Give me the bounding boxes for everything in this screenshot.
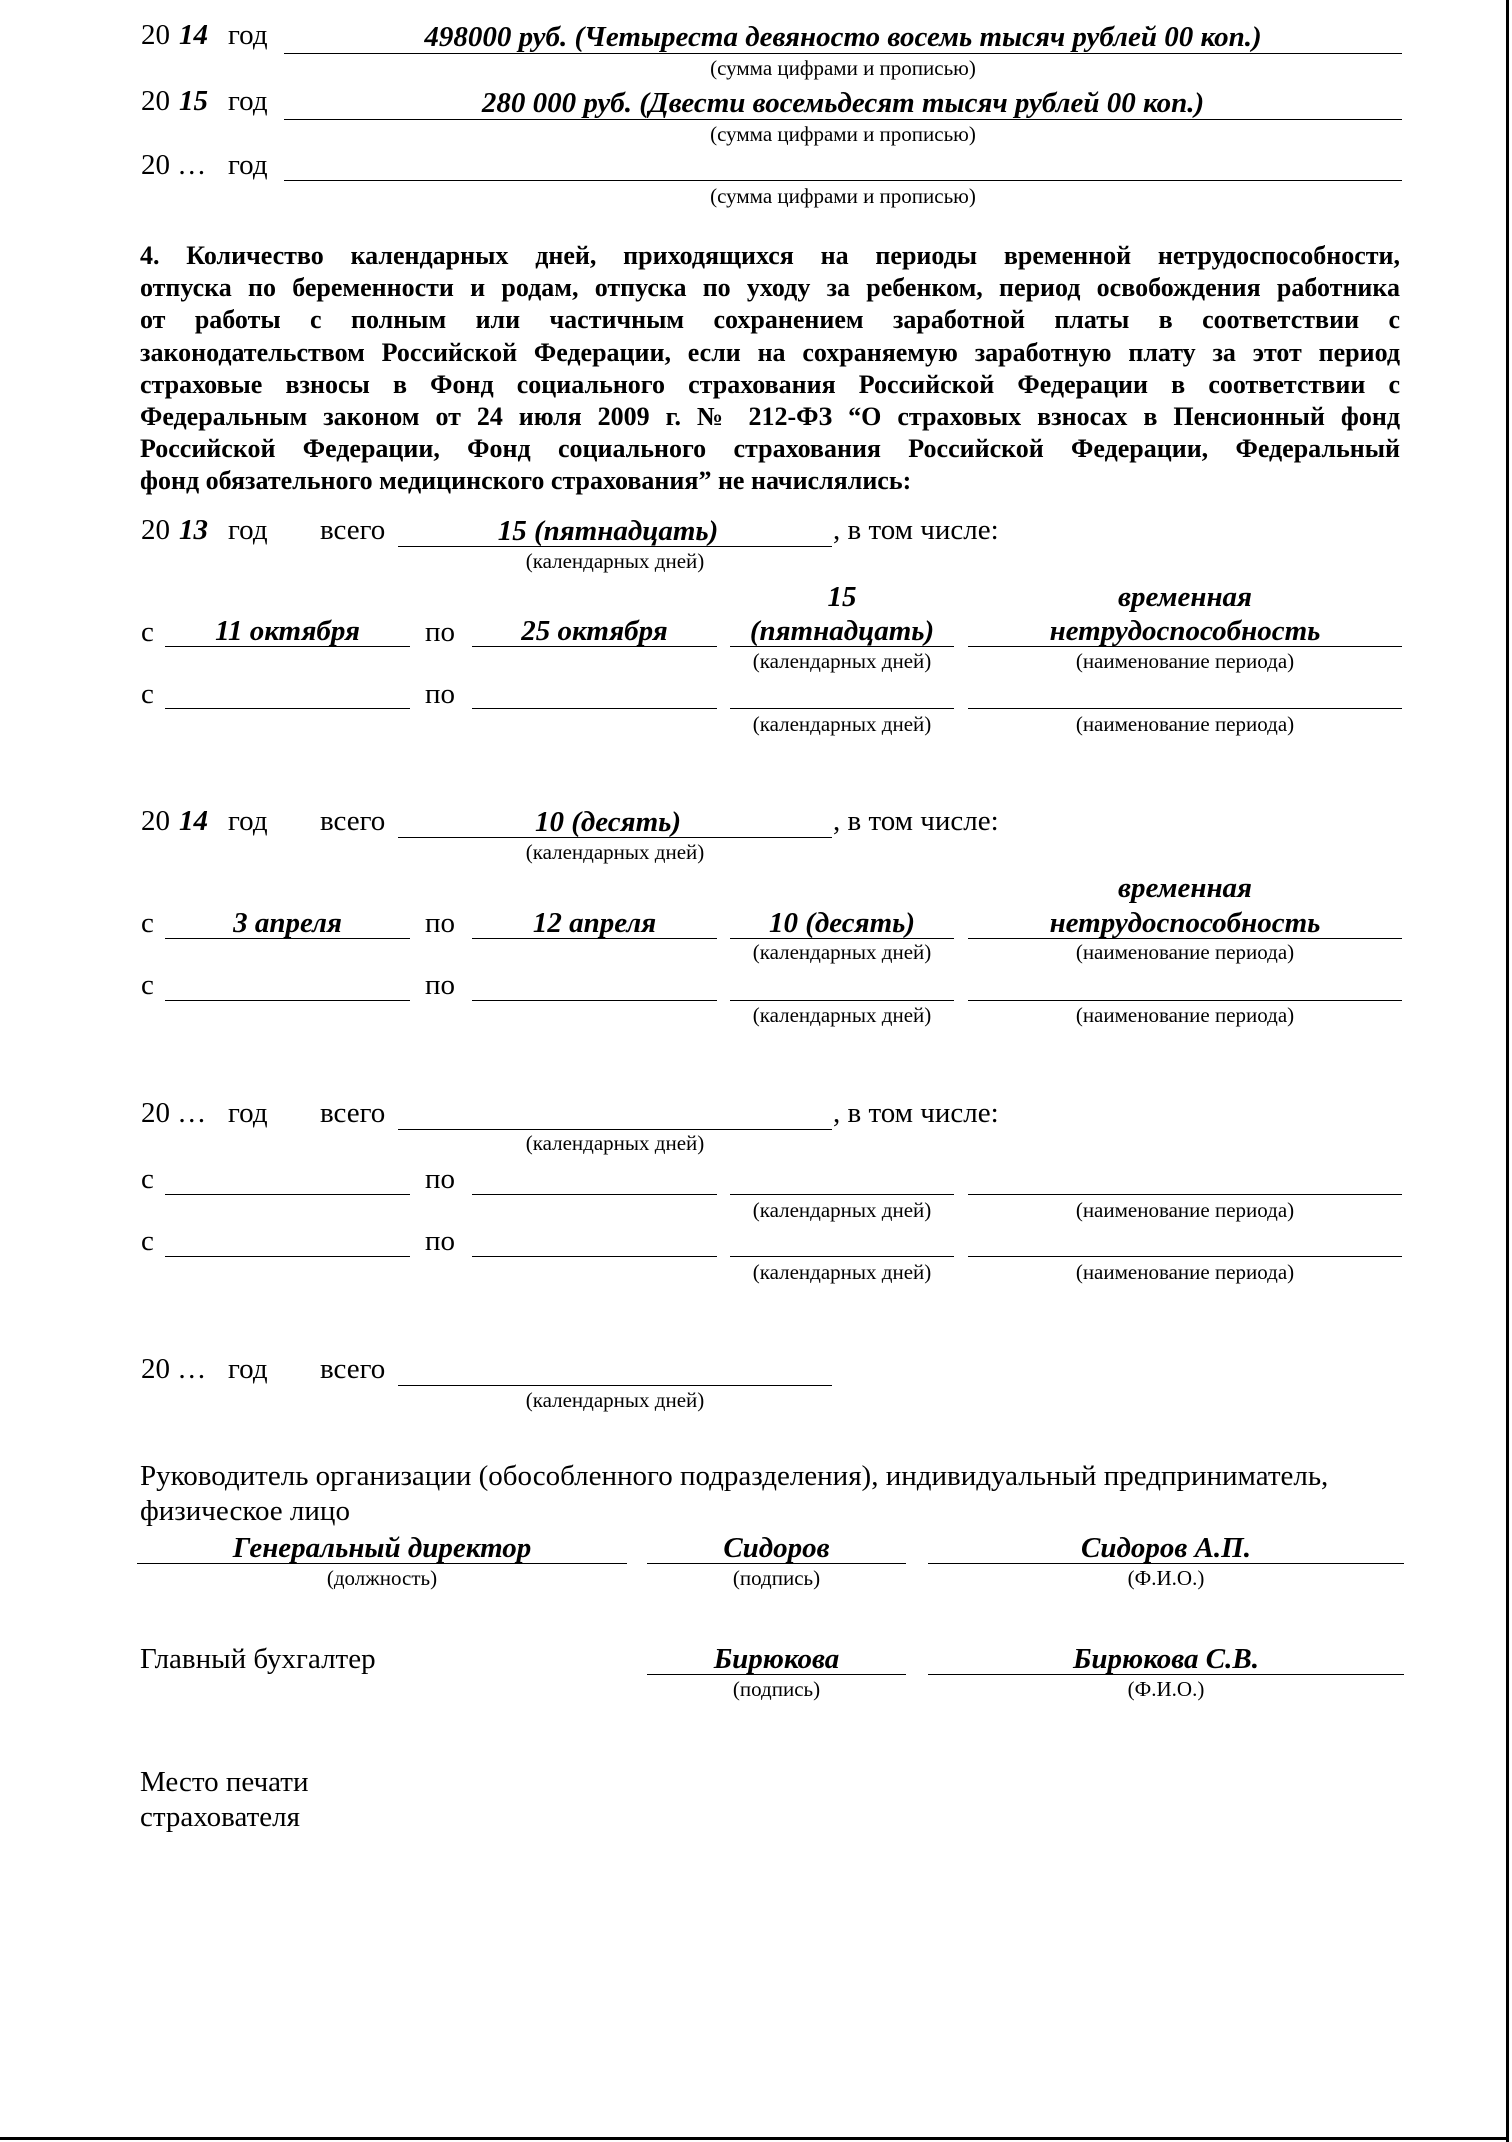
stamp-line1: Место печати [140,1766,309,1798]
period-name-caption: (наименование периода) [1075,940,1295,964]
days-count: 10 (десять) [768,907,916,939]
cal-days-caption: (календарных дней) [752,1003,932,1027]
v-tom-chisle-label: , в том числе: [833,514,999,546]
period-underline [968,708,1402,709]
period-name: нетрудоспособность [1049,615,1321,647]
to-underline [472,1000,717,1001]
cal-days-caption: (календарных дней) [525,1131,705,1155]
cal-days-caption: (календарных дней) [525,549,705,573]
s-label: с [141,1225,154,1257]
po-label: по [425,1163,456,1195]
page-border-right [1506,0,1509,2142]
s-label: с [141,616,154,648]
to-date: 12 апреля [532,907,657,939]
po-label: по [425,969,456,1001]
year-prefix: 20 [141,19,170,51]
vsego-label: всего [320,514,386,546]
head-name: Сидоров А.П. [1081,1532,1251,1564]
total-days-value: 15 (пятнадцать) [497,515,719,547]
to-underline [472,1194,717,1195]
paragraph-line: 4. Количество календарных дней, приходящихся на периоды временной нетрудоспособности, [140,241,1400,270]
year-value: 13 [179,514,208,546]
head-position: Генеральный директор [232,1532,532,1564]
period-underline [968,1000,1402,1001]
year-prefix: 20 [141,805,170,837]
paragraph-line: страховые взносы в Фонд социального страхования Российской Федерации в соответствии с [140,369,1400,399]
paragraph-line: Российской Федерации, Фонд социального страхования Российской Федерации, Федеральный [140,434,1400,464]
amount-caption: (сумма цифрами и прописью) [710,56,976,80]
total-underline [398,1385,832,1386]
po-label: по [425,1225,456,1257]
to-underline [472,708,717,709]
period-name-caption: (наименование периода) [1075,1003,1295,1027]
year-value: 15 [179,85,208,117]
to-date: 25 октября [521,615,668,647]
paragraph-line: фонд обязательного медицинского страхования” не начислялись: [140,466,912,496]
cal-days-caption: (календарных дней) [752,1198,932,1222]
accountant-signature: Бирюкова [713,1643,840,1675]
year-value: 14 [179,805,208,837]
days-underline [730,1000,954,1001]
year-prefix: 20 [141,85,170,117]
period-name-top: временная [1118,872,1252,904]
god-label: год [228,1097,268,1129]
head-signature: Сидоров [723,1532,830,1564]
s-label: с [141,907,154,939]
days-underline [730,1256,954,1257]
period-name: нетрудоспособность [1049,907,1321,939]
amount-underline [284,180,1402,181]
cal-days-caption: (календарных дней) [752,1260,932,1284]
from-date: 3 апреля [233,907,342,939]
to-underline [472,1256,717,1257]
section-4-paragraph [140,240,1400,498]
from-underline [165,708,410,709]
god-label: год [228,805,268,837]
period-name-top: временная [1118,581,1252,613]
s-label: с [141,678,154,710]
days-underline [730,1194,954,1195]
period-underline [968,1256,1402,1257]
cal-days-caption: (календарных дней) [752,940,932,964]
amount-value: 498000 руб. (Четыреста девяносто восемь тысяч рублей 00 коп.) [424,21,1262,53]
god-label: год [228,1353,268,1385]
total-days-value: 10 (десять) [534,806,682,838]
paragraph-line: от работы с полным или частичным сохранением заработной платы в соответствии с [140,305,1400,335]
from-underline [165,1194,410,1195]
signature-caption: (подпись) [732,1677,821,1701]
name-caption: (Ф.И.О.) [1127,1566,1205,1590]
name-caption: (Ф.И.О.) [1127,1677,1205,1701]
s-label: с [141,1163,154,1195]
total-underline [398,1129,832,1130]
cal-days-caption: (календарных дней) [752,712,932,736]
paragraph-line: Федеральным законом от 24 июля 2009 г. № 212-ФЗ “О страховых взносах в Пенсионный фонд [140,402,1400,432]
page-border-bottom [0,2137,1509,2140]
year-god-label: год [228,19,268,51]
position-caption: (должность) [326,1566,438,1590]
year-god-label: год [228,149,268,181]
amount-value: 280 000 руб. (Двести восемьдесят тысяч рублей 00 коп.) [481,87,1205,119]
period-name-caption: (наименование периода) [1075,1198,1295,1222]
year-prefix: 20 … [141,149,207,181]
god-label: год [228,514,268,546]
days-count-top: 15 [827,581,857,613]
cal-days-caption: (календарных дней) [525,840,705,864]
cal-days-caption: (календарных дней) [752,649,932,673]
po-label: по [425,907,456,939]
vsego-label: всего [320,1097,386,1129]
stamp-line2: страхователя [140,1801,300,1833]
v-tom-chisle-label: , в том числе: [833,805,999,837]
year-prefix: 20 … [141,1353,207,1385]
amount-caption: (сумма цифрами и прописью) [710,184,976,208]
cal-days-caption: (календарных дней) [525,1388,705,1412]
year-value: 14 [179,19,208,51]
accountant-title: Главный бухгалтер [140,1643,376,1675]
signature-caption: (подпись) [732,1566,821,1590]
head-title-line2: физическое лицо [140,1495,350,1527]
days-underline [730,708,954,709]
vsego-label: всего [320,1353,386,1385]
from-underline [165,1000,410,1001]
s-label: с [141,969,154,1001]
period-name-caption: (наименование периода) [1075,1260,1295,1284]
period-name-caption: (наименование периода) [1075,712,1295,736]
head-title-line1: Руководитель организации (обособленного подразделения), индивидуальный предприниматель, [140,1460,1329,1492]
from-underline [165,1256,410,1257]
paragraph-line: отпуска по беременности и родам, отпуска по уходу за ребенком, период освобождения работника [140,273,1400,303]
year-prefix: 20 [141,514,170,546]
po-label: по [425,616,456,648]
paragraph-line: законодательством Российской Федерации, если на сохраняемую заработную плату за этот период [140,337,1400,367]
amount-caption: (сумма цифрами и прописью) [710,122,976,146]
period-underline [968,1194,1402,1195]
po-label: по [425,678,456,710]
accountant-name: Бирюкова С.В. [1072,1643,1259,1675]
v-tom-chisle-label: , в том числе: [833,1097,999,1129]
period-name-caption: (наименование периода) [1075,649,1295,673]
from-date: 11 октября [215,615,360,647]
year-god-label: год [228,85,268,117]
vsego-label: всего [320,805,386,837]
year-prefix: 20 … [141,1097,207,1129]
days-count: (пятнадцать) [749,615,935,647]
